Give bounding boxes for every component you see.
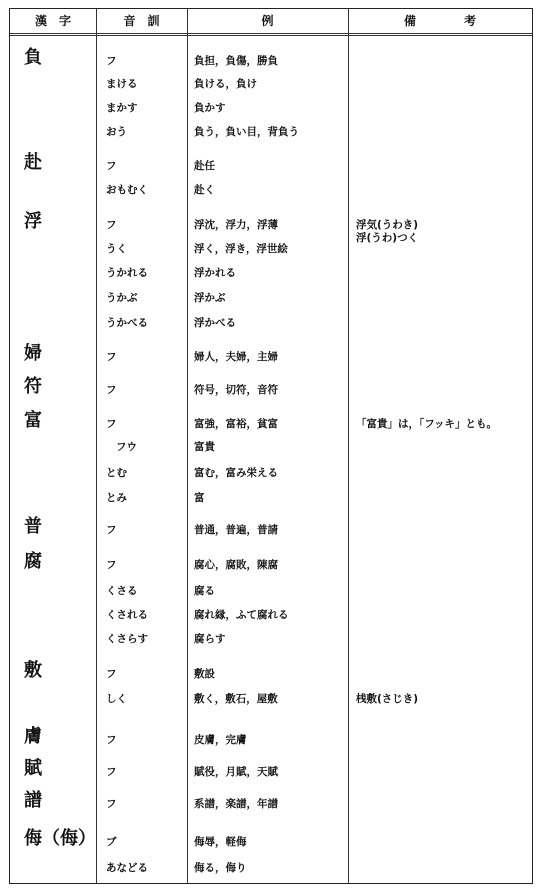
reading-cell: フ	[106, 418, 117, 430]
example-cell: 浮沈，浮力，浮薄	[194, 219, 278, 231]
kanji-cell: 普	[24, 516, 42, 537]
remark-cell: 桟敷(さじき)	[356, 693, 419, 705]
kanji-cell: 腐	[24, 551, 42, 572]
reading-cell: ブ	[106, 836, 117, 848]
example-cell: 敷設	[194, 668, 215, 680]
example-cell: 敷く，敷石，屋敷	[194, 693, 278, 705]
example-cell: 負ける，負け	[194, 78, 257, 90]
reading-cell: あなどる	[106, 862, 148, 874]
example-cell: 婦人，夫婦，主婦	[194, 351, 278, 363]
remark-cell: 浮気(うわき)	[356, 219, 419, 231]
example-cell: 腐る	[194, 585, 215, 597]
reading-cell: おう	[106, 126, 127, 138]
reading-cell: フ	[106, 351, 117, 363]
reading-cell: くさる	[106, 585, 138, 597]
kanji-cell: 賦	[24, 758, 42, 779]
kanji-cell: 譜	[24, 790, 42, 811]
example-cell: 赴く	[194, 184, 215, 196]
reading-cell: うかぶ	[106, 292, 138, 304]
reading-cell: フ	[106, 219, 117, 231]
example-cell: 普通，普遍，普請	[194, 524, 278, 536]
reading-cell: フ	[106, 734, 117, 746]
reading-cell: まける	[106, 78, 138, 90]
remark-cell: 浮(うわ)つく	[356, 232, 419, 244]
reading-cell: しく	[106, 693, 127, 705]
example-cell: 浮かぶ	[194, 292, 226, 304]
kanji-cell: 膚	[24, 726, 42, 747]
reading-cell: フ	[106, 55, 117, 67]
example-cell: 侮る，侮り	[194, 862, 247, 874]
reading-cell: とみ	[106, 492, 127, 504]
example-cell: 赴任	[194, 160, 215, 172]
reading-cell: フ	[106, 524, 117, 536]
remark-cell: 「富貴」は，「フッキ」とも。	[356, 418, 498, 430]
example-cell: 富貴	[194, 441, 215, 453]
example-cell: 負かす	[194, 102, 226, 114]
kanji-reading-table	[9, 8, 533, 884]
kanji-cell: 婦	[24, 343, 42, 364]
reading-cell: おもむく	[106, 184, 148, 196]
kanji-cell: 浮	[24, 211, 42, 232]
reading-cell: とむ	[106, 467, 127, 479]
reading-cell: フ	[106, 766, 117, 778]
example-cell: 腐れ縁，ふて腐れる	[194, 609, 289, 621]
example-cell: 皮膚，完膚	[194, 734, 247, 746]
kanji-cell: 侮（侮）	[24, 828, 96, 849]
reading-cell: まかす	[106, 102, 138, 114]
example-cell: 浮かれる	[194, 267, 236, 279]
reading-cell: くされる	[106, 609, 148, 621]
reading-cell: フ	[106, 559, 117, 571]
example-cell: 系譜，楽譜，年譜	[194, 798, 278, 810]
example-cell: 富強，富裕，貧富	[194, 418, 278, 430]
header-onkun: 音 訓	[123, 14, 160, 28]
reading-cell: うかべる	[106, 317, 148, 329]
example-cell: 侮辱，軽侮	[194, 836, 247, 848]
header-example: 例	[261, 14, 274, 28]
reading-cell: フ	[106, 798, 117, 810]
reading-cell: うく	[106, 243, 127, 255]
reading-cell: フ	[106, 160, 117, 172]
reading-cell: フ	[106, 668, 117, 680]
example-cell: 負う，負い目，背負う	[194, 126, 299, 138]
kanji-cell: 富	[24, 410, 42, 431]
kanji-cell: 赴	[24, 152, 42, 173]
reading-cell: うかれる	[106, 267, 148, 279]
example-cell: 符号，切符，音符	[194, 384, 278, 396]
kanji-cell: 敷	[24, 660, 42, 681]
example-cell: 浮く，浮き，浮世絵	[194, 243, 288, 255]
reading-cell: フウ	[116, 441, 137, 453]
header-rule-double	[10, 35, 532, 36]
header-remarks: 備 考	[403, 14, 476, 28]
example-cell: 富む，富み栄える	[194, 467, 278, 479]
kanji-cell: 符	[24, 376, 42, 397]
example-cell: 腐心，腐敗，陳腐	[194, 559, 278, 571]
example-cell: 腐らす	[194, 633, 226, 645]
reading-cell: フ	[106, 384, 117, 396]
header-rule	[10, 33, 532, 34]
kanji-cell: 負	[24, 47, 42, 68]
reading-cell: くさらす	[106, 633, 148, 645]
example-cell: 賦役，月賦，天賦	[194, 766, 278, 778]
example-cell: 負担，負傷，勝負	[194, 55, 278, 67]
column-divider	[96, 9, 97, 883]
column-divider	[187, 9, 188, 883]
header-kanji: 漢 字	[34, 14, 71, 28]
example-cell: 富	[194, 492, 205, 504]
column-divider	[348, 9, 349, 883]
example-cell: 浮かべる	[194, 317, 236, 329]
